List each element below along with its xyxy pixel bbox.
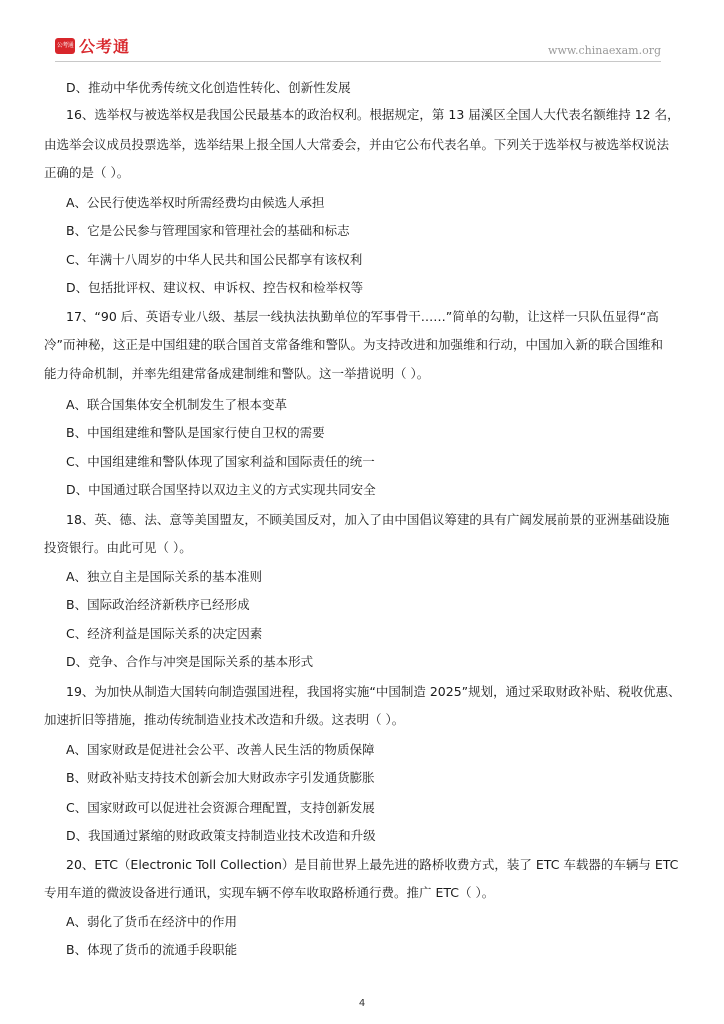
answer-option: A、弱化了货币在经济中的作用 bbox=[66, 914, 238, 929]
question-text: 20、ETC（Electronic Toll Collection）是目前世界上最先进的路桥收费方式，装了 ETC 车载器的车辆与 ETC bbox=[66, 857, 679, 872]
answer-option: B、中国组建维和警队是国家行使自卫权的需要 bbox=[66, 425, 325, 440]
logo-badge-icon: 公考通 bbox=[55, 38, 75, 54]
question-text: 加速折旧等措施，推动传统制造业技术改造和升级。这表明（ ）。 bbox=[44, 712, 405, 727]
answer-option: D、中国通过联合国坚持以双边主义的方式实现共同安全 bbox=[66, 482, 376, 497]
question-text: 19、为加快从制造大国转向制造强国进程，我国将实施“中国制造 2025”规划，通过采取财政补贴、税收优惠、 bbox=[66, 684, 681, 699]
answer-option: A、独立自主是国际关系的基本准则 bbox=[66, 569, 263, 584]
answer-option: C、经济利益是国际关系的决定因素 bbox=[66, 626, 263, 641]
question-text: 17、“90 后、英语专业八级、基层一线执法执勤单位的军事骨干……”简单的勾勒，让这样一只队伍显得“高 bbox=[66, 309, 659, 324]
answer-option: B、财政补贴支持技术创新会加大财政赤字引发通货膨胀 bbox=[66, 770, 375, 785]
answer-option: C、中国组建维和警队体现了国家利益和国际责任的统一 bbox=[66, 454, 375, 469]
page-number: 4 bbox=[358, 998, 366, 1009]
answer-option: A、联合国集体安全机制发生了根本变革 bbox=[66, 397, 288, 412]
answer-option: B、它是公民参与管理国家和管理社会的基础和标志 bbox=[66, 223, 350, 238]
answer-option: B、体现了货币的流通手段职能 bbox=[66, 942, 238, 957]
question-text: 由选举会议成员投票选举，选举结果上报全国人大常委会，并由它公布代表名单。下列关于选举权与被选举权说法 bbox=[44, 137, 670, 152]
answer-option: B、国际政治经济新秩序已经形成 bbox=[66, 597, 250, 612]
answer-option: A、公民行使选举权时所需经费均由候选人承担 bbox=[66, 195, 325, 210]
site-url[interactable]: www.chinaexam.org bbox=[548, 44, 661, 57]
page-header bbox=[55, 34, 661, 58]
answer-option: D、我国通过紧缩的财政政策支持制造业技术改造和升级 bbox=[66, 828, 376, 843]
logo[interactable] bbox=[55, 34, 130, 57]
question-text: 冷”而神秘，这正是中国组建的联合国首支常备维和警队。为支持改进和加强维和行动，中国加入新的联合国维和 bbox=[44, 337, 663, 352]
answer-option: D、推动中华优秀传统文化创造性转化、创新性发展 bbox=[66, 80, 351, 95]
question-text: 18、英、德、法、意等美国盟友，不顾美国反对，加入了由中国倡议筹建的具有广阔发展前景的亚洲基础设施 bbox=[66, 512, 670, 527]
answer-option: A、国家财政是促进社会公平、改善人民生活的物质保障 bbox=[66, 742, 375, 757]
answer-option: C、年满十八周岁的中华人民共和国公民都享有该权利 bbox=[66, 252, 363, 267]
question-text: 能力待命机制，并率先组建常备成建制维和警队。这一举措说明（ ）。 bbox=[44, 366, 430, 381]
answer-option: C、国家财政可以促进社会资源合理配置，支持创新发展 bbox=[66, 800, 375, 815]
question-text: 正确的是（ ）。 bbox=[44, 165, 130, 180]
question-text: 投资银行。由此可见（ ）。 bbox=[44, 540, 192, 555]
logo-text: 公考通 bbox=[79, 37, 131, 56]
answer-option: D、包括批评权、建议权、申诉权、控告权和检举权等 bbox=[66, 280, 364, 295]
header-divider bbox=[55, 61, 661, 62]
question-text: 专用车道的微波设备进行通讯，实现车辆不停车收取路桥通行费。推广 ETC（ ）。 bbox=[44, 885, 495, 900]
answer-option: D、竞争、合作与冲突是国际关系的基本形式 bbox=[66, 654, 314, 669]
question-text: 16、选举权与被选举权是我国公民最基本的政治权利。根据规定，第 13 届溪区全国人大代表名额维持 12 名， bbox=[66, 107, 680, 122]
